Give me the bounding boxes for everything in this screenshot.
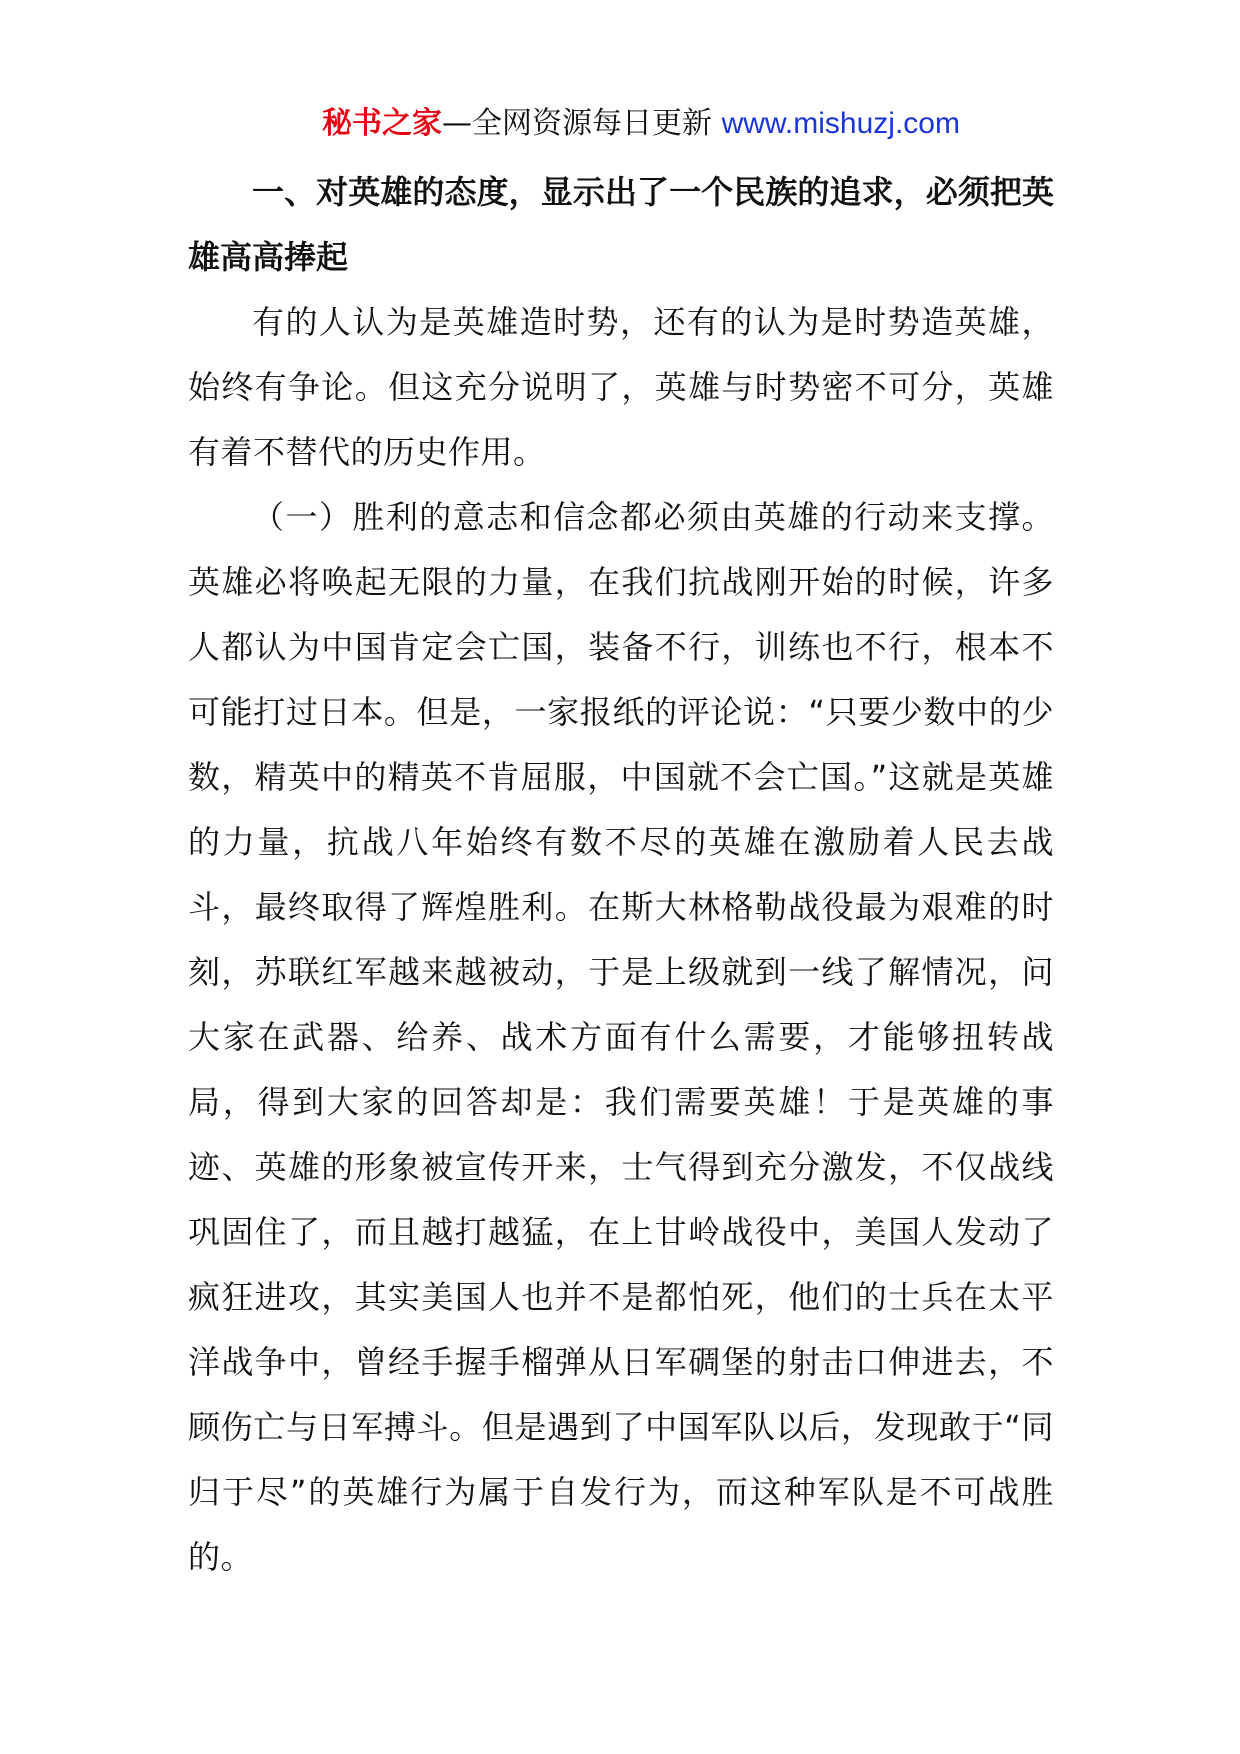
section-heading: 一、对英雄的态度，显示出了一个民族的追求，必须把英雄高高捧起 xyxy=(188,173,1054,276)
page-header xyxy=(228,100,1054,148)
brand-name: 秘书之家 xyxy=(322,106,443,141)
paragraph-2: （一）胜利的意志和信念都必须由英雄的行动来支撑。英雄必将唤起无限的力量，在我们抗战刚开始的时候，许多人都认为中国肯定会亡国，装备不行，训练也不行，根本不可能打过日本。但是，一家报纸的评论说：“只要少数中的少数，精英中的精英不肯屈服，中国就不会亡国。”这就是英雄的力量，抗战八年始终有数不尽的英雄在激励着人民去战斗，最终取得了辉煌胜利。在斯大林格勒战役最为艰难的时刻，苏联红军越来越被动，于是上级就到一线了解情况，问大家在武器、给养、战术方面有什么需要，才能够扭转战局，得到大家的回答却是：我们需要英雄！于是英雄的事迹、英雄的形象被宣传开来，士气得到充分激发，不仅战线巩固住了，而且越打越猛，在上甘岭战役中，美国人发动了疯狂进攻，其实美国人也并不是都怕死，他们的士兵在太平洋战争中，曾经手握手榴弹从日军碉堡的射击口伸进去，不顾伤亡与日军搏斗。但是遇到了中国军队以后，发现敢于“同归于尽”的英雄行为属于自发行为，而这种军队是不可战胜的。 xyxy=(188,498,1054,1576)
paragraph-1: 有的人认为是英雄造时势，还有的认为是时势造英雄，始终有争论。但这充分说明了，英雄与时势密不可分，英雄有着不替代的历史作用。 xyxy=(188,303,1054,471)
document-page xyxy=(188,100,1054,1590)
site-url: www.mishuzj.com xyxy=(721,107,960,140)
header-tagline: —全网资源每日更新 xyxy=(442,106,722,141)
